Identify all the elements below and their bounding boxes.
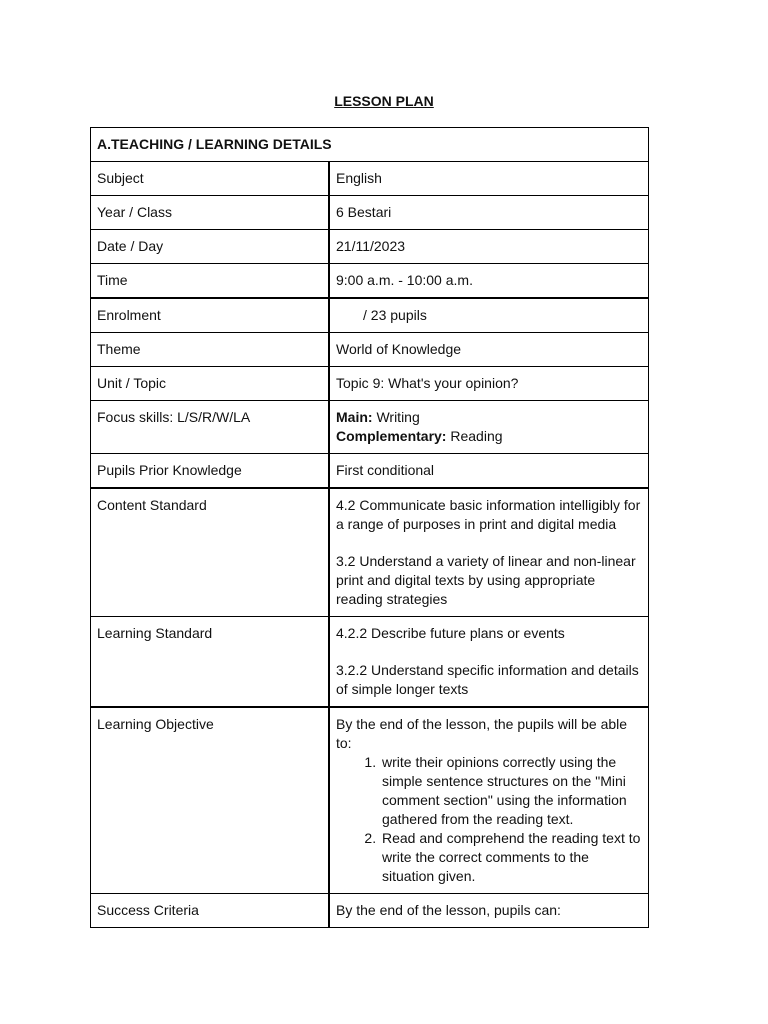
enrolment-label: Enrolment [91, 298, 330, 333]
learning-objective-label: Learning Objective [91, 707, 330, 894]
subject-value: English [329, 162, 649, 196]
prior-knowledge-label: Pupils Prior Knowledge [91, 454, 330, 489]
date-day-value: 21/11/2023 [329, 230, 649, 264]
learning-standard-1: 4.2.2 Describe future plans or events [336, 625, 565, 641]
focus-main-label: Main: [336, 409, 373, 425]
table-row [91, 617, 649, 708]
content-standard-value [329, 488, 649, 617]
table-row [91, 230, 649, 264]
table-row [91, 488, 649, 617]
focus-comp-label: Complementary: [336, 428, 447, 444]
success-criteria-label: Success Criteria [91, 894, 330, 928]
content-standard-1: 4.2 Communicate basic information intelligibly for a range of purposes in print and digital media [336, 497, 641, 532]
table-row [91, 162, 649, 196]
prior-knowledge-value: First conditional [329, 454, 649, 489]
theme-label: Theme [91, 333, 330, 367]
unit-topic-label: Unit / Topic [91, 367, 330, 401]
lesson-plan-table [90, 127, 649, 928]
time-value: 9:00 a.m. - 10:00 a.m. [329, 264, 649, 299]
table-row [91, 367, 649, 401]
table-row [91, 894, 649, 928]
learning-standard-label: Learning Standard [91, 617, 330, 708]
success-criteria-value: By the end of the lesson, pupils can: [329, 894, 649, 928]
theme-value: World of Knowledge [329, 333, 649, 367]
enrolment-count: / 23 pupils [363, 307, 427, 323]
learning-objective-value [329, 707, 649, 894]
subject-label: Subject [91, 162, 330, 196]
content-standard-2: 3.2 Understand a variety of linear and non-linear print and digital texts by using appropriate reading strategies [336, 553, 636, 607]
objective-list [336, 753, 642, 886]
focus-skills-label: Focus skills: L/S/R/W/LA [91, 401, 330, 454]
time-label: Time [91, 264, 330, 299]
table-row [91, 196, 649, 230]
document-title: LESSON PLAN [334, 93, 434, 109]
focus-skills-value [329, 401, 649, 454]
table-row [91, 333, 649, 367]
year-class-value: 6 Bestari [329, 196, 649, 230]
enrolment-value [329, 298, 649, 333]
learning-standard-value [329, 617, 649, 708]
spacer [336, 643, 642, 661]
table-row [91, 454, 649, 489]
content-standard-label: Content Standard [91, 488, 330, 617]
objective-item: 1. write their opinions correctly using the simple sentence structures on the "Mini comment section" using the information gathered from the reading text. [380, 753, 642, 829]
year-class-label: Year / Class [91, 196, 330, 230]
unit-topic-value: Topic 9: What's your opinion? [329, 367, 649, 401]
objective-item: 2. Read and comprehend the reading text to write the correct comments to the situation given. [380, 829, 642, 886]
objective-intro: By the end of the lesson, the pupils will be able to: [336, 716, 628, 751]
table-row [91, 707, 649, 894]
focus-main-value: Writing [376, 409, 420, 425]
focus-main [336, 408, 642, 427]
section-header: A.TEACHING / LEARNING DETAILS [91, 128, 649, 162]
learning-standard-2: 3.2.2 Understand specific information and details of simple longer texts [336, 662, 639, 697]
focus-complementary [336, 427, 642, 446]
section-header-row [91, 128, 649, 162]
focus-comp-value: Reading [450, 428, 503, 444]
date-day-label: Date / Day [91, 230, 330, 264]
spacer [336, 534, 642, 552]
table-row [91, 264, 649, 299]
table-row [91, 401, 649, 454]
table-row [91, 298, 649, 333]
